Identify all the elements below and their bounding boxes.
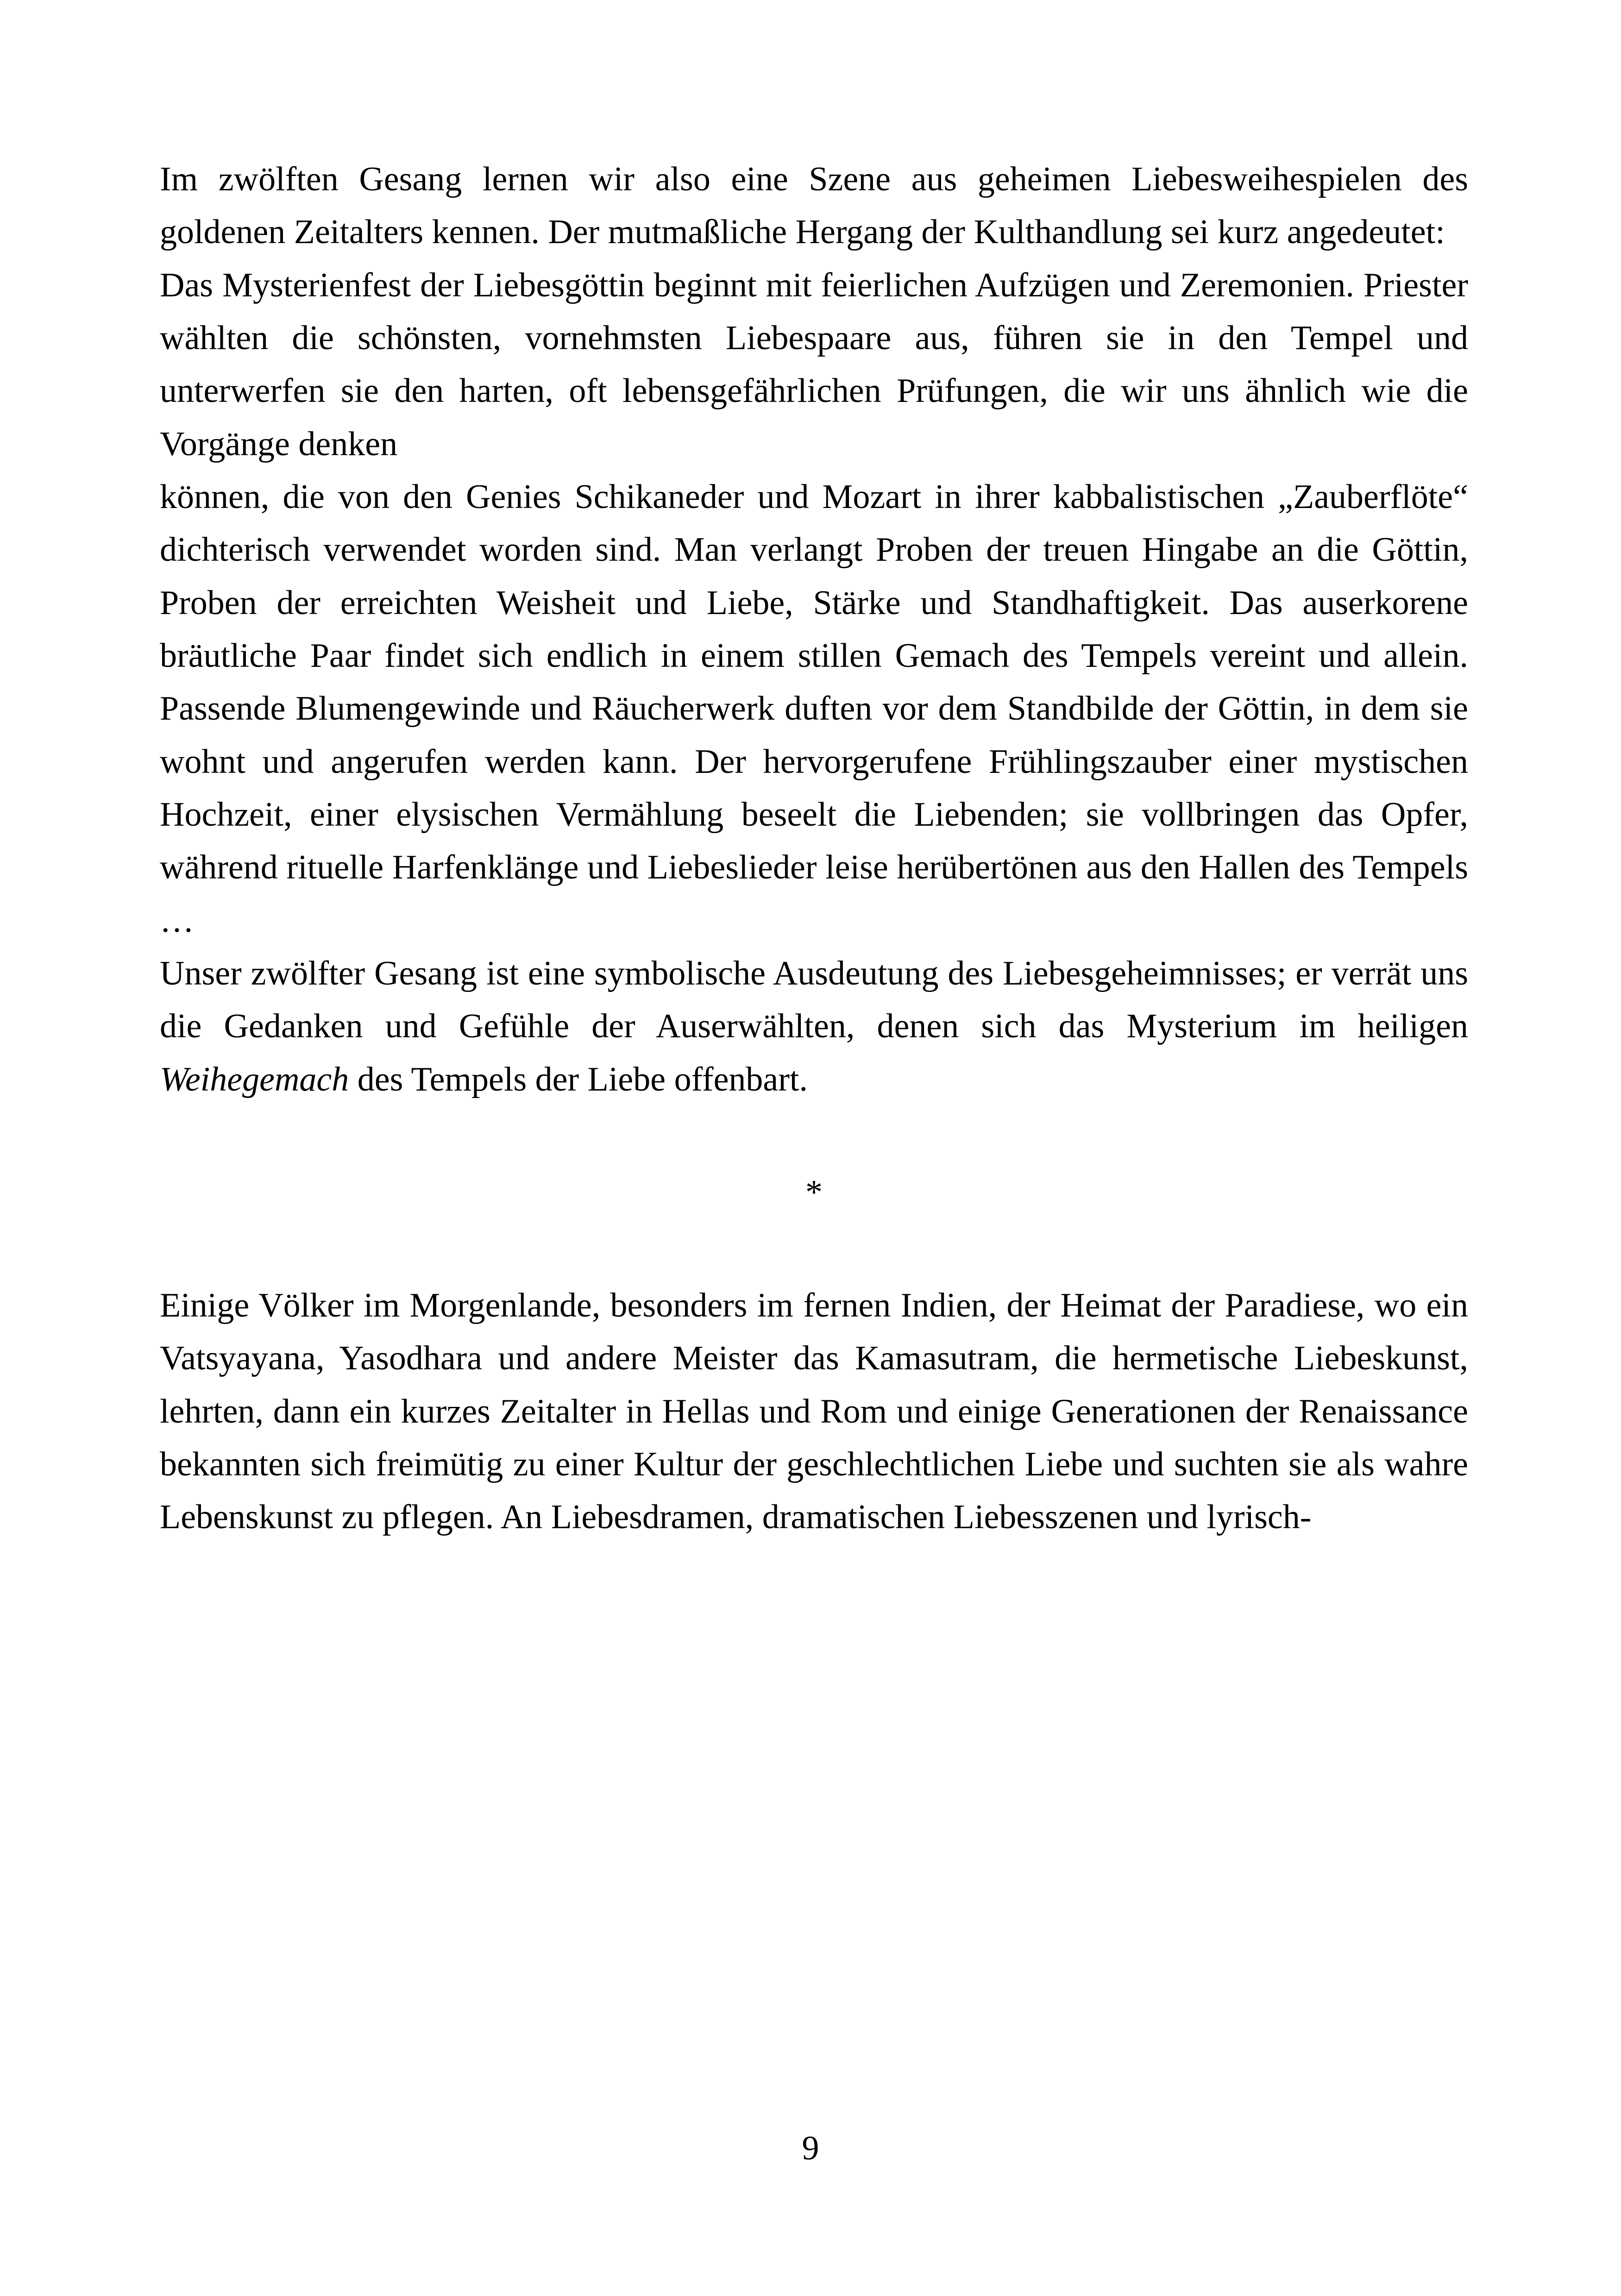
paragraph-4 <box>160 947 1468 1106</box>
paragraph-5: Einige Völker im Morgenlande, besonders im fernen Indien, der Heimat der Paradiese, wo ein Vatsyayana, Yasodhara und andere Meister das Kamasutram, die hermetische Liebeskunst, lehrten, dann ein kurzes Zeitalter in Hellas und Rom und einige Generationen der Renaissance bekannten sich freimütig zu einer Kultur der geschlechtlichen Liebe und suchten sie als wahre Lebenskunst zu pflegen. An Liebesdramen, dramatischen Liebesszenen und lyrisch- <box>160 1286 1468 1537</box>
paragraph-4-emphasis: Weihegemach <box>160 1060 349 1098</box>
paragraph-3: können, die von den Genies Schikaneder und Mozart in ihrer kabbalistischen „Zauberflöte“ dichterisch verwendet worden sind. Man verlangt Proben der treuen Hingabe an die Göttin, Proben der erreichten Weisheit und Liebe, Stärke und Standhaftigkeit. Das auserkorene bräutliche Paar findet sich endlich in einem stillen Gemach des Tempels vereint und allein. Passende Blumengewinde und Räucherwerk duften vor dem Standbilde der Göttin, in dem sie wohnt und angerufen werden kann. Der hervorgerufene Frühlingszauber einer mystischen Hochzeit, einer elysischen Vermählung beseelt die Liebenden; sie vollbringen das Opfer, während rituelle Harfenklänge und Liebeslieder leise herübertönen aus den Hallen des Tempels … <box>160 477 1468 940</box>
paragraph-1: Im zwölften Gesang lernen wir also eine Szene aus geheimen Liebesweihespielen des goldenen Zeitalters kennen. Der mutmaßliche Hergang der Kulthandlung sei kurz angedeutet: <box>160 160 1468 251</box>
paragraph-4-text-after: des Tempels der Liebe offenbart. <box>349 1060 808 1098</box>
section-separator: * <box>805 1173 823 1211</box>
page-body <box>160 153 1468 1544</box>
page-number: 9 <box>802 2129 819 2167</box>
paragraph-4-text-before: Unser zwölfter Gesang ist eine symbolische Ausdeutung des Liebesgeheimnisses; er verrät uns die Gedanken und Gefühle der Auserwählten, denen sich das Mysterium im heiligen <box>160 954 1468 1046</box>
paragraph-2: Das Mysterienfest der Liebesgöttin beginnt mit feierlichen Aufzügen und Zeremonien. Priester wählten die schönsten, vornehmsten Liebespaare aus, führen sie in den Tempel und unterwerfen sie den harten, oft lebensgefährlichen Prüfungen, die wir uns ähnlich wie die Vorgänge denken <box>160 266 1468 463</box>
